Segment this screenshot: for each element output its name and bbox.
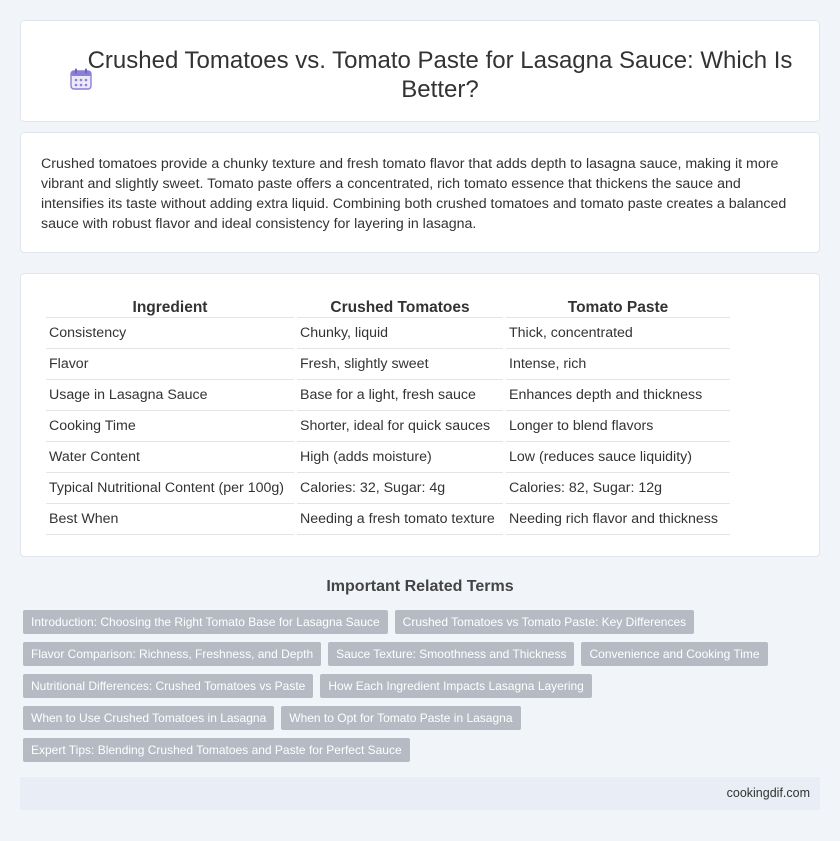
table-cell: Shorter, ideal for quick sauces: [297, 411, 503, 442]
table-cell: Chunky, liquid: [297, 318, 503, 349]
table-cell: Needing a fresh tomato texture: [297, 504, 503, 535]
table-row: [46, 473, 730, 504]
table-row: [46, 380, 730, 411]
related-term-tag[interactable]: How Each Ingredient Impacts Lasagna Layering: [320, 674, 592, 698]
table-cell: Typical Nutritional Content (per 100g): [46, 473, 294, 504]
related-term-tag[interactable]: Nutritional Differences: Crushed Tomatoes vs Paste: [23, 674, 313, 698]
table-cell: Flavor: [46, 349, 294, 380]
table-row: [46, 442, 730, 473]
table-cell: Needing rich flavor and thickness: [506, 504, 730, 535]
table-cell: High (adds moisture): [297, 442, 503, 473]
table-row: [46, 504, 730, 535]
table-cell: Cooking Time: [46, 411, 294, 442]
intro-card: [20, 132, 820, 253]
related-term-tag[interactable]: Expert Tips: Blending Crushed Tomatoes and Paste for Perfect Sauce: [23, 738, 410, 762]
intro-paragraph: Crushed tomatoes provide a chunky texture and fresh tomato flavor that adds depth to lasagna sauce, making it more vibrant and slightly sweet. Tomato paste offers a concentrated, rich tomato essence that thickens the sauce and intensifies its taste without adding extra liquid. Combining both crushed tomatoes and tomato paste creates a balanced sauce with robust flavor and ideal consistency for layering in lasagna.: [41, 156, 787, 232]
comparison-table: [43, 296, 733, 535]
comparison-card: [20, 273, 820, 557]
site-link[interactable]: cookingdif.com: [726, 786, 810, 800]
table-cell: Thick, concentrated: [506, 318, 730, 349]
header-ingredient: Ingredient: [46, 296, 294, 318]
footer: [20, 777, 820, 810]
table-cell: Base for a light, fresh sauce: [297, 380, 503, 411]
table-header-row: [46, 296, 730, 318]
table-row: [46, 318, 730, 349]
table-row: [46, 349, 730, 380]
related-term-tag[interactable]: Sauce Texture: Smoothness and Thickness: [328, 642, 574, 666]
title-card: [20, 20, 820, 122]
table-row: [46, 411, 730, 442]
related-term-tag[interactable]: When to Use Crushed Tomatoes in Lasagna: [23, 706, 274, 730]
table-cell: Low (reduces sauce liquidity): [506, 442, 730, 473]
table-cell: Water Content: [46, 442, 294, 473]
table-cell: Usage in Lasagna Sauce: [46, 380, 294, 411]
table-cell: Enhances depth and thickness: [506, 380, 730, 411]
header-crushed-tomatoes: Crushed Tomatoes: [297, 296, 503, 318]
related-term-tag[interactable]: Crushed Tomatoes vs Tomato Paste: Key Differences: [395, 610, 694, 634]
related-term-tag[interactable]: When to Opt for Tomato Paste in Lasagna: [281, 706, 520, 730]
table-cell: Calories: 32, Sugar: 4g: [297, 473, 503, 504]
related-term-tag[interactable]: Introduction: Choosing the Right Tomato Base for Lasagna Sauce: [23, 610, 388, 634]
header-tomato-paste: Tomato Paste: [506, 296, 730, 318]
related-terms-heading: Important Related Terms: [326, 578, 514, 595]
table-cell: Longer to blend flavors: [506, 411, 730, 442]
related-term-tag[interactable]: Convenience and Cooking Time: [581, 642, 767, 666]
table-cell: Calories: 82, Sugar: 12g: [506, 473, 730, 504]
table-cell: Consistency: [46, 318, 294, 349]
related-terms-list: [23, 610, 783, 762]
table-cell: Fresh, slightly sweet: [297, 349, 503, 380]
related-term-tag[interactable]: Flavor Comparison: Richness, Freshness, and Depth: [23, 642, 321, 666]
table-cell: Intense, rich: [506, 349, 730, 380]
table-cell: Best When: [46, 504, 294, 535]
page-title: Crushed Tomatoes vs. Tomato Paste for Lasagna Sauce: Which Is Better?: [87, 47, 793, 103]
